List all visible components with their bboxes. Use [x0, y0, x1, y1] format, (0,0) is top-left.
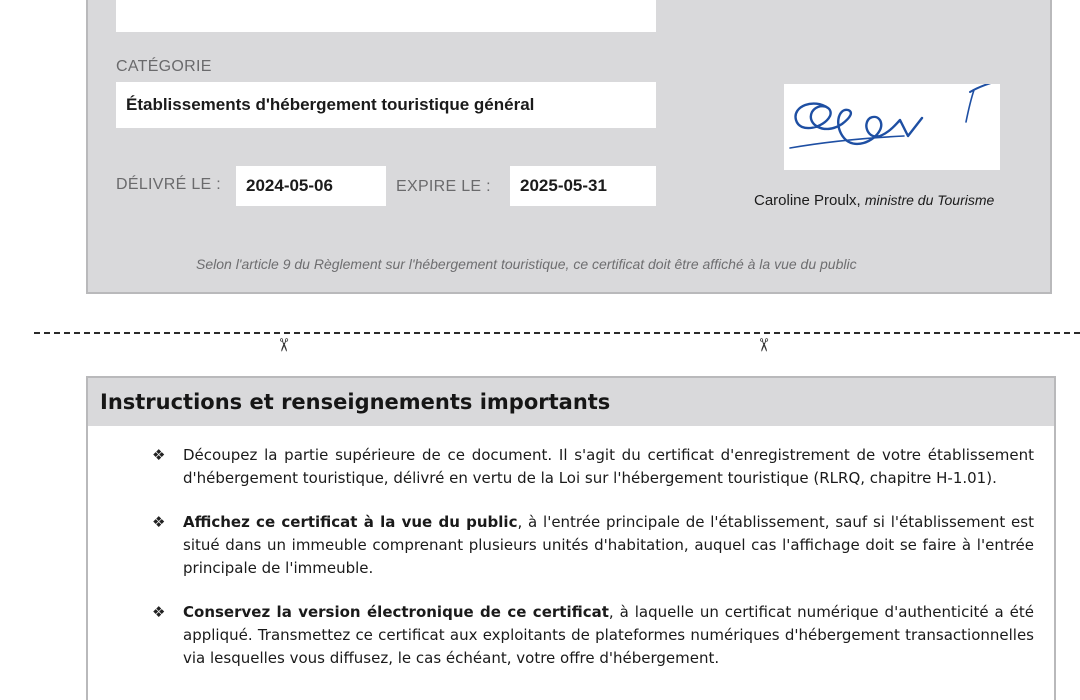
signature-icon [784, 84, 1000, 170]
list-item [148, 601, 1034, 670]
item-bold-text: Conservez la version électronique de ce certificat [183, 603, 609, 621]
expiry-date-field: 2025-05-31 [510, 166, 656, 206]
item-text: , à laquelle un certificat numérique d'authenticité a été appliqué. Transmettez ce certificat aux exploitants de plateformes numériques d'hébergement transactionnelles via lesquelles vous diffusez, le cas échéant, votre offre d'hébergement. [183, 603, 1034, 667]
cut-line [34, 332, 1080, 334]
item-bold-text: Affichez ce certificat à la vue du public [183, 513, 518, 531]
category-label: CATÉGORIE [116, 58, 212, 75]
minister-title: ministre du Tourisme [864, 192, 995, 208]
issued-label: DÉLIVRÉ LE : [116, 176, 221, 193]
instructions-list [148, 444, 1034, 691]
signature-box [784, 84, 1000, 170]
category-field: Établissements d'hébergement touristique général [116, 82, 656, 128]
item-text: , à l'entrée principale de l'établissement, sauf si l'établissement est situé dans un immeuble comprenant plusieurs unités d'habitation, auquel cas l'affichage doit se faire à l'entrée principale de l'immeuble. [183, 513, 1034, 577]
minister-signature-caption [754, 192, 994, 209]
diamond-bullet-icon: ❖ [152, 603, 166, 621]
minister-name: Caroline Proulx, [754, 192, 861, 209]
expires-label: EXPIRE LE : [396, 178, 491, 195]
diamond-bullet-icon: ❖ [152, 446, 166, 464]
issued-date-field: 2024-05-06 [236, 166, 386, 206]
instructions-panel [86, 376, 1056, 700]
establishment-field [116, 0, 656, 32]
instructions-heading: Instructions et renseignements importants [88, 378, 1054, 426]
scissors-icon: ✂ [273, 337, 294, 353]
scissors-icon: ✂ [753, 337, 774, 353]
display-requirement-note: Selon l'article 9 du Règlement sur l'hébergement touristique, ce certificat doit être affiché à la vue du public [196, 256, 857, 272]
list-item [148, 511, 1034, 580]
diamond-bullet-icon: ❖ [152, 513, 166, 531]
item-text: Découpez la partie supérieure de ce document. Il s'agit du certificat d'enregistrement de votre établissement d'hébergement touristique, délivré en vertu de la Loi sur l'hébergement touristique (RLRQ, chapitre H-1.01). [183, 446, 1034, 487]
certificate-panel [86, 0, 1052, 294]
list-item [148, 444, 1034, 490]
